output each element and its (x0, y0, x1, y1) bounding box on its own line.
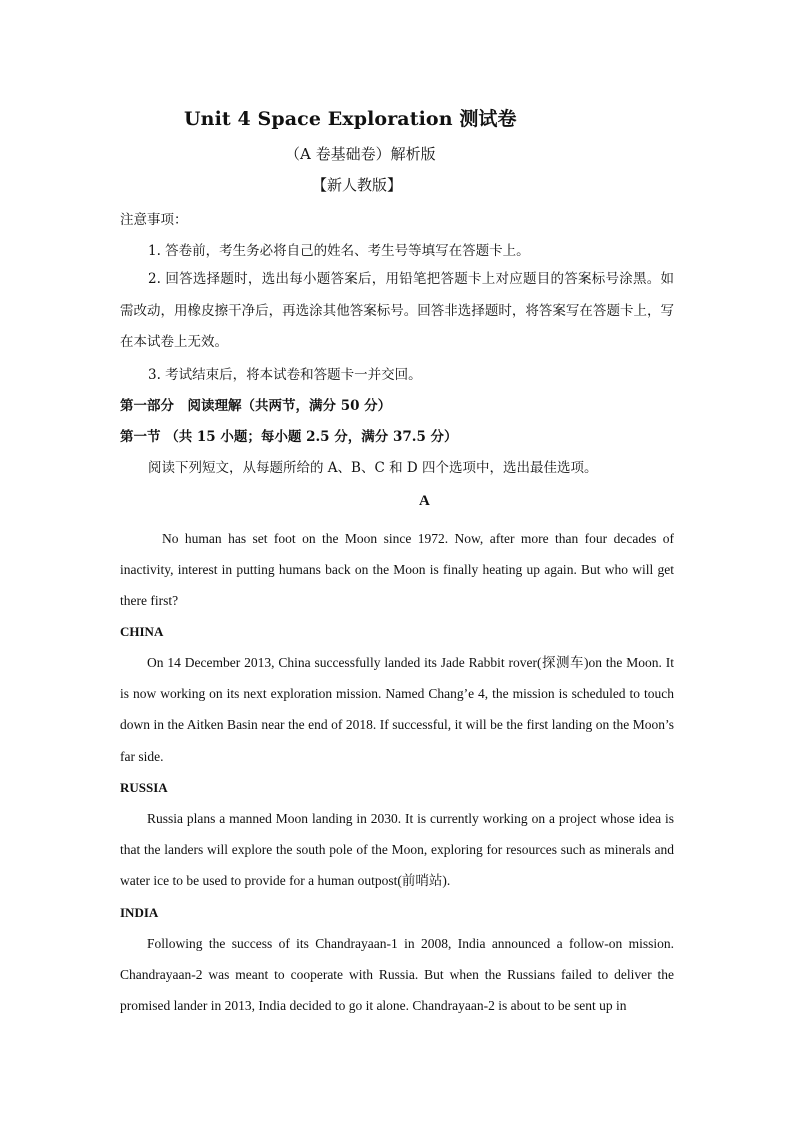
passage-letter: A (419, 493, 430, 509)
part1-heading: 第一部分 阅读理解（共两节，满分 50 分） (120, 398, 392, 414)
russia-paragraph: Russia plans a manned Moon landing in 2030. It is currently working on a project whose idea is that the landers will explore the south pole of the Moon, exploring for resources such as minerals and water ice to be used to provide for a human outpost(前哨站). (120, 811, 674, 889)
note-item-3: 3. 考试结束后，将本试卷和答题卡一并交回。 (148, 367, 422, 383)
section1-heading: 第一节 （共 15 小题；每小题 2.5 分，满分 37.5 分） (120, 429, 458, 445)
passage-intro: No human has set foot on the Moon since 1972. Now, after more than four decades of inactivity, interest in putting humans back on the Moon is finally heating up again. But who will get there first? (120, 531, 674, 609)
document-subtitle: （A 卷基础卷）解析版 (285, 145, 436, 163)
document-title: Unit 4 Space Exploration 测试卷 (184, 108, 517, 130)
heading-russia: RUSSIA (120, 780, 168, 795)
note-item-1: 1. 答卷前，考生务必将自己的姓名、考生号等填写在答题卡上。 (148, 243, 530, 259)
note-item-2: 2. 回答选择题时，选出每小题答案后，用铅笔把答题卡上对应题目的答案标号涂黑。如需改动，用橡皮擦干净后，再选涂其他答案标号。回答非选择题时，将答案写在答题卡上，写在本试卷上无效。 (120, 271, 674, 350)
edition-label: 【新人教版】 (312, 176, 403, 194)
notes-label: 注意事项： (120, 212, 188, 228)
china-paragraph: On 14 December 2013, China successfully landed its Jade Rabbit rover(探测车)on the Moon. It is now working on its next exploration mission. Named Chang’e 4, the mission is scheduled to touch down in the Aitken Basin near the end of 2018. If successful, it will be the first landing on the Moon’s far side. (120, 655, 674, 764)
reading-instruction: 阅读下列短文，从每题所给的 A、B、C 和 D 四个选项中，选出最佳选项。 (148, 460, 598, 476)
heading-china: CHINA (120, 624, 164, 639)
india-paragraph: Following the success of its Chandrayaan-1 in 2008, India announced a follow-on mission. Chandrayaan-2 was meant to cooperate with Russia. But when the Russians failed to deliver the promised lander in 2013, India decided to go it alone. Chandrayaan-2 is about to be sent up in (120, 936, 674, 1014)
heading-india: INDIA (120, 905, 159, 920)
